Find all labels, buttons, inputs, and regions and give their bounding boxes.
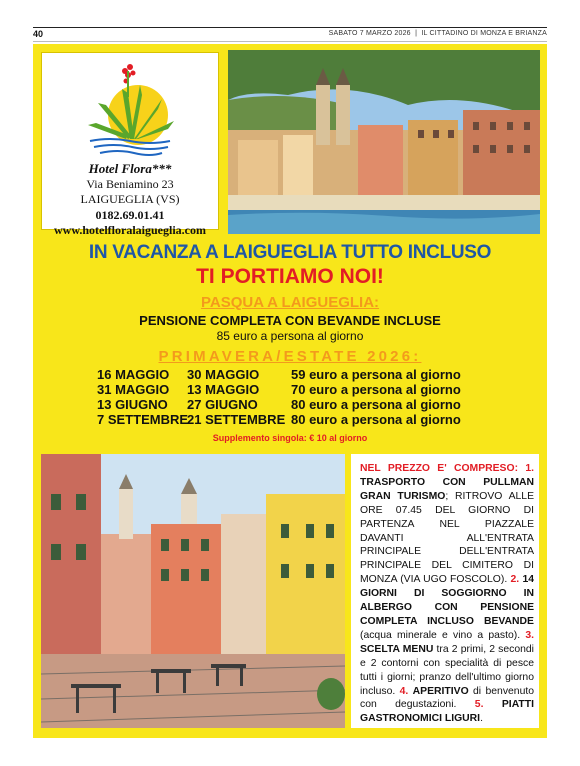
included-num: 4. (399, 685, 409, 697)
included-item-text: (acqua minerale e vino a pasto). (360, 629, 521, 641)
hotel-city: LAIGUEGLIA (VS) (80, 192, 180, 206)
header-publication: IL CITTADINO DI MONZA E BRIANZA (421, 30, 547, 37)
header-date: SABATO 7 MARZO 2026 (328, 30, 411, 37)
included-num: 2. (510, 574, 520, 586)
included-num: 5. (474, 699, 484, 711)
rate-price: 80 euro a persona al giorno (291, 397, 461, 412)
photo-laigueglia-piazza (41, 454, 345, 728)
agave-sun-logo (70, 59, 190, 159)
included-num: 1. (525, 463, 534, 474)
included-item-bold: APERITIVO (412, 685, 469, 697)
hotel-website: www.hotelfloralaigueglia.com (54, 223, 206, 237)
photo-laigueglia-seafront (228, 50, 540, 234)
included-item-bold: 14 GIORNI DI SOGGIORNO IN ALBERGO CON PENSIONE COMPLETA INCLUSO BEVANDE (360, 574, 535, 627)
rates-table (97, 367, 497, 427)
headline-sub: TI PORTIAMO NOI! (196, 265, 384, 288)
hotel-name: Hotel Flora*** (88, 161, 172, 176)
easter-price: 85 euro a persona al giorno (216, 329, 364, 343)
rate-from: 13 GIUGNO (97, 397, 168, 412)
rate-to: 30 MAGGIO (187, 367, 260, 382)
rate-to: 27 GIUGNO (187, 397, 258, 412)
included-heading: NEL PREZZO E' COMPRESO: (360, 463, 519, 474)
included-item-bold: PIATTI GASTRONOMICI LIGURI (360, 699, 535, 725)
included-item-text: di benvenuto con degustazioni. (360, 685, 535, 711)
hotel-logo-card (41, 52, 219, 237)
rate-row (97, 397, 497, 412)
included-item-text: ; RITROVO ALLE ORE 07.45 DEL GIORNO DI PARTENZA NEL PIAZZALE DAVANTI ALL'ENTRATA PRINCIPALE DELL'ENTRATA PRINCIPALE DEL CIMITERO DI MONZA (VIA UGO FOSCOLO). (360, 490, 534, 586)
included-item-text: tra 2 primi, 2 secondi e 2 contorni con specialità di pesce tutti i giorni; pranzo dell'ultimo giorno incluso. (360, 643, 534, 697)
hotel-phone: 0182.69.01.41 (95, 208, 165, 222)
easter-title: PASQUA A LAIGUEGLIA: (200, 294, 380, 311)
included-item-bold: SCELTA MENU (360, 643, 434, 655)
rate-to: 21 SETTEMBRE (187, 412, 286, 427)
hotel-advertisement (33, 44, 547, 738)
included-box (351, 454, 539, 728)
rate-row (97, 367, 497, 382)
spring-title: PRIMAVERA/ESTATE 2026: (158, 348, 422, 365)
newspaper-header (33, 27, 547, 42)
included-item-text: . (480, 713, 483, 725)
rate-price: 70 euro a persona al giorno (291, 382, 461, 397)
easter-subtitle: PENSIONE COMPLETA CON BEVANDE INCLUSE (139, 313, 441, 328)
headline-main: IN VACANZA A LAIGUEGLIA TUTTO INCLUSO (88, 242, 492, 263)
rate-price: 80 euro a persona al giorno (291, 412, 461, 427)
included-item-bold: TRASPORTO CON PULLMAN GRAN TURISMO (360, 476, 534, 502)
hotel-address: Via Beniamino 23 (86, 177, 174, 191)
rate-from: 31 MAGGIO (97, 382, 170, 397)
header-meta: SABATO 7 MARZO 2026 | IL CITTADINO DI MONZA E BRIANZA (328, 30, 547, 37)
rate-from: 7 SETTEMBRE (97, 412, 189, 427)
single-supplement: Supplemento singola: € 10 al giorno (212, 433, 368, 443)
rate-to: 13 MAGGIO (187, 382, 260, 397)
rate-row (97, 382, 497, 397)
rate-price: 59 euro a persona al giorno (291, 367, 461, 382)
rate-from: 16 MAGGIO (97, 367, 170, 382)
rate-row (97, 412, 497, 427)
page-number: 40 (33, 29, 44, 39)
included-num: 3. (525, 629, 535, 641)
